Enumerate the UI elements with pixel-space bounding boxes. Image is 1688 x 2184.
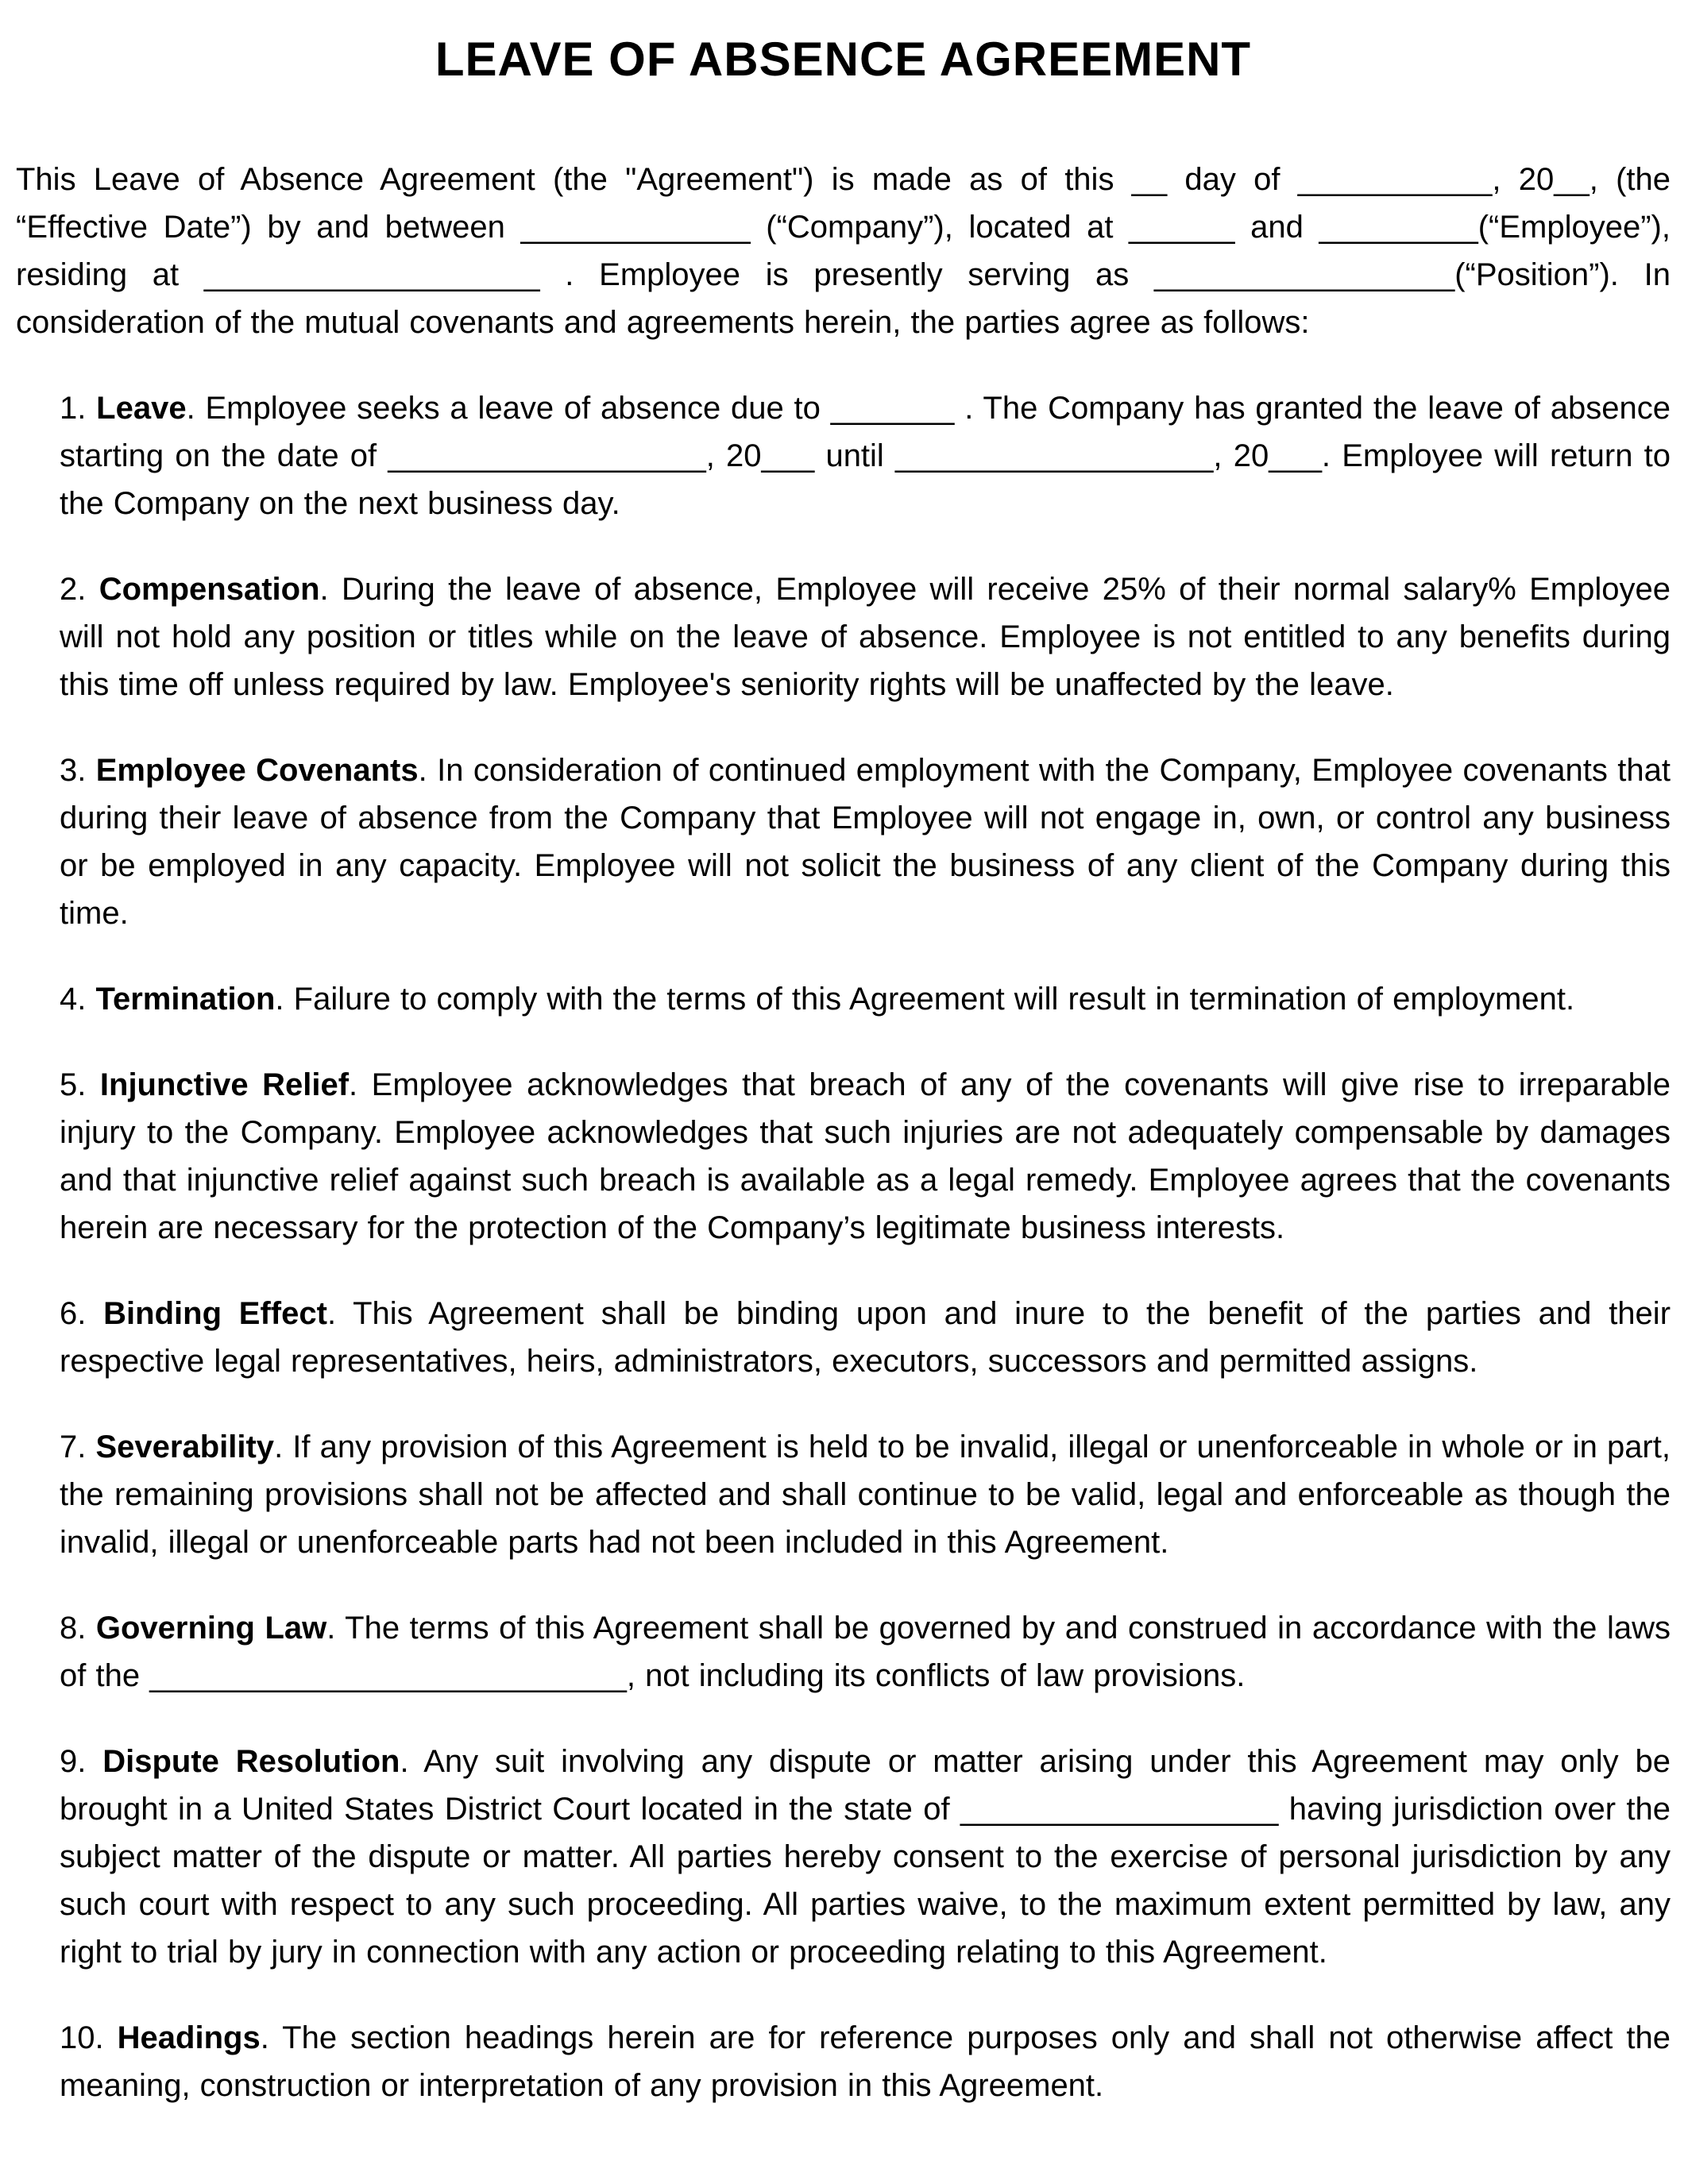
section-number: 10. bbox=[60, 2020, 104, 2055]
section-body: . Any suit involving any dispute or matter arising under this Agreement may only be brought in a United States District Court located in the state of __________________ having jurisdiction over the subject matter of the dispute or matter. All parties hereby consent to the exercise of personal jurisdiction by any such court with respect to any such proceeding. All parties waive, to the maximum extent permitted by law, any right to trial by jury in connection with any action or proceeding relating to this Agreement. bbox=[60, 1744, 1671, 1970]
section-severability bbox=[60, 1423, 1671, 1566]
section-body: . Failure to comply with the terms of this Agreement will result in termination of employment. bbox=[275, 982, 1575, 1017]
section-termination bbox=[60, 975, 1671, 1023]
section-heading: Injunctive Relief bbox=[99, 1067, 350, 1102]
section-number: 4. bbox=[60, 982, 87, 1017]
section-headings bbox=[60, 2014, 1671, 2109]
section-body: . The terms of this Agreement shall be governed by and construed in accordance with the laws of the ___________________________, not including its conflicts of law provisions. bbox=[60, 1611, 1671, 1693]
section-number: 1. bbox=[60, 391, 87, 426]
section-heading: Dispute Resolution bbox=[102, 1744, 400, 1779]
section-heading: Severability bbox=[95, 1430, 275, 1464]
section-body: . Employee seeks a leave of absence due to _______ . The Company has granted the leave of absence starting on the date of __________________, 20___ until __________________, 20___. Employee will return to the Company on the next business day. bbox=[60, 391, 1671, 521]
section-heading: Compensation bbox=[98, 572, 320, 607]
section-compensation bbox=[60, 565, 1671, 708]
section-heading: Employee Covenants bbox=[95, 753, 419, 788]
section-heading: Governing Law bbox=[95, 1611, 327, 1646]
section-body: . The section headings herein are for reference purposes only and shall not otherwise affect the meaning, construction or interpretation of any provision in this Agreement. bbox=[60, 2020, 1671, 2103]
section-body: . This Agreement shall be binding upon and inure to the benefit of the parties and their respective legal representatives, heirs, administrators, executors, successors and permitted assigns. bbox=[60, 1296, 1671, 1379]
section-number: 7. bbox=[60, 1430, 87, 1464]
section-dispute-resolution bbox=[60, 1738, 1671, 1976]
section-heading: Binding Effect bbox=[103, 1296, 327, 1331]
section-number: 5. bbox=[60, 1067, 87, 1102]
section-leave bbox=[60, 384, 1671, 527]
section-number: 6. bbox=[60, 1296, 87, 1331]
section-binding-effect bbox=[60, 1290, 1671, 1385]
section-number: 9. bbox=[60, 1744, 87, 1779]
section-heading: Leave bbox=[96, 391, 187, 426]
section-number: 8. bbox=[60, 1611, 87, 1646]
section-number: 3. bbox=[60, 753, 87, 788]
section-body: . In consideration of continued employment with the Company, Employee covenants that during their leave of absence from the Company that Employee will not engage in, own, or control any business or be employed in any capacity. Employee will not solicit the business of any client of the Company during this time. bbox=[60, 753, 1671, 931]
section-body: . If any provision of this Agreement is held to be invalid, illegal or unenforceable in whole or in part, the remaining provisions shall not be affected and shall continue to be valid, legal and enforceable as though the invalid, illegal or unenforceable parts had not been included in this Agreement. bbox=[60, 1430, 1671, 1560]
section-body: . During the leave of absence, Employee will receive 25% of their normal salary% Employee will not hold any position or titles while on the leave of absence. Employee is not entitled to any benefits during this time off unless required by law. Employee's seniority rights will be unaffected by the leave. bbox=[60, 572, 1671, 702]
section-injunctive-relief bbox=[60, 1061, 1671, 1252]
section-governing-law bbox=[60, 1604, 1671, 1700]
section-heading: Headings bbox=[117, 2020, 261, 2055]
section-heading: Termination bbox=[95, 982, 276, 1017]
document-title: LEAVE OF ABSENCE AGREEMENT bbox=[435, 33, 1252, 86]
section-number: 2. bbox=[60, 572, 87, 607]
section-employee-covenants bbox=[60, 747, 1671, 937]
section-body: . Employee acknowledges that breach of any of the covenants will give rise to irreparable injury to the Company. Employee acknowledges that such injuries are not adequately compensable by damages and that injunctive relief against such breach is available as a legal remedy. Employee agrees that the covenants herein are necessary for the protection of the Company’s legitimate business interests. bbox=[60, 1067, 1671, 1245]
intro-paragraph: This Leave of Absence Agreement (the "Agreement") is made as of this __ day of ___________, 20__, (the “Effective Date”) by and between _____________ (“Company”), located at ______ and _________(“Employee”), residing at ___________________ . Employee is presently serving as _________________(“Position”). In consideration of the mutual covenants and agreements herein, the parties agree as follows: bbox=[16, 162, 1671, 340]
